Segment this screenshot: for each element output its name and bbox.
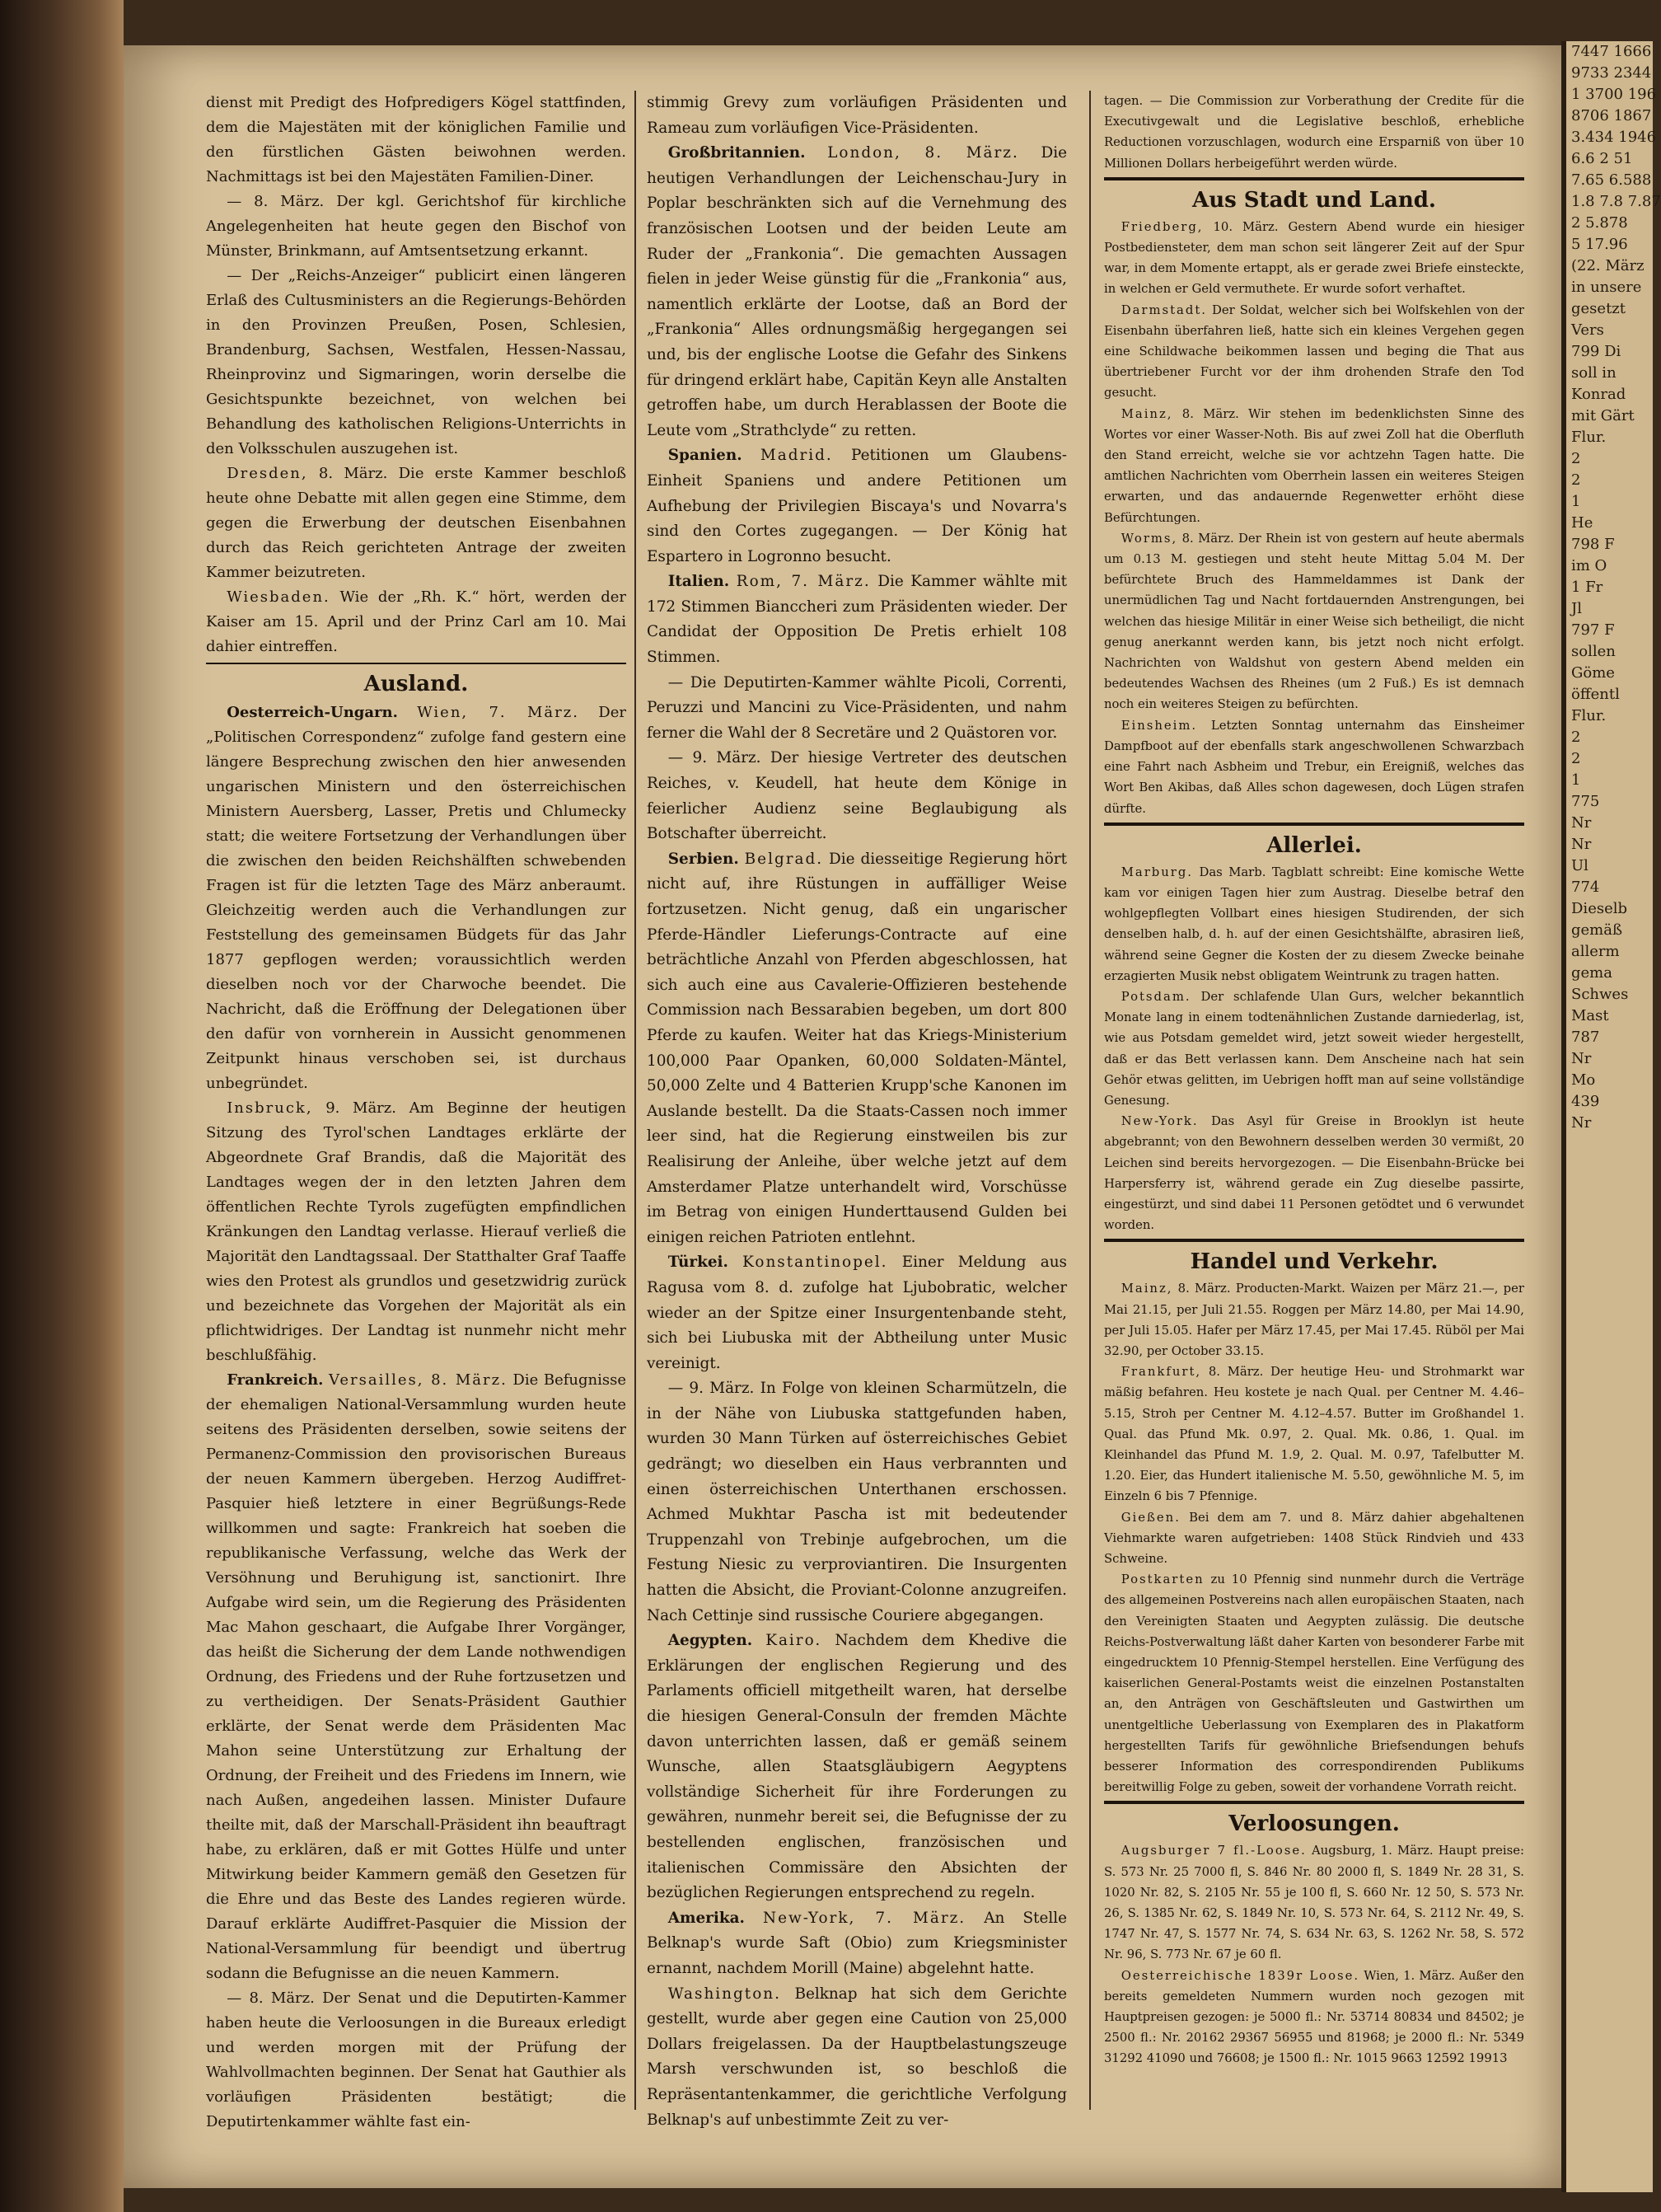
article-text: Letzten Sonntag unternahm das Einsheimer Dampfboot auf der ebenfalls stark angeschwollenen Schwarzbach eine Fahrt nach Asbheim und Trebur, ein Ereigniß, welches das Wort Ben Akibas, daß Alles schon dagewesen, doch Lügen strafen dürfte. xyxy=(1104,718,1524,816)
facing-page-fragment: Nr xyxy=(1571,836,1592,853)
article-paragraph xyxy=(1104,986,1524,1111)
facing-page-fragment: Dieselb xyxy=(1571,900,1628,917)
article-text: 8. März. Producten-Markt. Waizen per März 21.—, per Mai 21.15, per Juli 21.55. Roggen per März 14.80, per Mai 14.90, per Juli 15.05. Hafer per März 17.45, per Mai 17.45. Rüböl per Mai 32.90, per October 33.15. xyxy=(1104,1282,1524,1358)
article-text: Nachdem dem Khedive die Erklärungen der englischen Regierung und des Parlaments officiell mitgetheilt waren, hat derselbe die hiesigen General-Consuln der fremden Mächte davon unterrichten lassen, daß er gemäß seinem Wunsche, allen Staatsgläubigern Aegyptens vollständige Sicherheit für ihre Forderungen zu gewähren, nunmehr bereit sei, die Befugnisse der zu bestellenden englischen, französischen und italienischen Commissäre den Absichten der bezüglichen Regierungen entsprechend zu regeln. xyxy=(647,1632,1067,1902)
facing-page-fragment: allerm xyxy=(1571,943,1620,960)
column-divider xyxy=(1089,91,1091,2110)
section-rule xyxy=(1104,1801,1524,1804)
article-text: Belknap hat sich dem Gerichte gestellt, wurde aber gegen eine Caution von 25,000 Dollars freigelassen. Da der Hauptbelastungszeuge Marsh verschwunden ist, so beschloß die Repräsentantenkammer, die gerichtliche Verfolgung Belknap's auf unbestimmte Zeit zu ver- xyxy=(647,1985,1067,2129)
section-rule xyxy=(206,663,626,664)
facing-page-fragment: Nr xyxy=(1571,1114,1592,1132)
facing-page-fragment: Mast xyxy=(1571,1007,1609,1024)
article-paragraph xyxy=(647,1629,1067,1906)
article-paragraph: — Der „Reichs-Anzeiger“ publicirt einen längeren Erlaß des Cultusministers an die Regierungs-Behörden in den Provinzen Preußen, Posen, Schlesien, Brandenburg, Sachsen, Westfalen, Hessen-Nassau, Rheinprovinz und Sigmaringen, worin derselbe die Gesichtspunkte bezeichnet, von welchen bei Behandlung des katholischen Religions-Unterrichts in den Volksschulen auszugehen ist. xyxy=(206,267,626,457)
article-text: Der „Politischen Correspondenz“ zufolge fand gestern eine längere Besprechung zwischen den hier anwesenden ungarischen Ministern und den österreichischen Ministern Auersberg, Lasser, Pretis und Chlumecky statt; die weitere Fortsetzung der Verhandlungen über die zwischen den beiden Reichshälften schwebenden Fragen ist für die letzten Tage des März anberaumt. Gleichzeitig werden auch die Verhandlungen zur Feststellung des gemeinsamen Büdgets für das Jahr 1877 gepflogen werden; voraussichtlich werden dieselben noch vor der Charwoche beendet. Die Nachricht, daß die Eröffnung der Delegationen über den dafür von vornherein in Aussicht genommenen Zeitpunkt hinaus verschoben sei, ist durchaus unbegründet. xyxy=(206,704,626,1092)
facing-page-fragment: 2 xyxy=(1571,750,1581,767)
facing-page-fragment: 797 F xyxy=(1571,621,1615,639)
facing-page-fragment: Schwes xyxy=(1571,986,1629,1003)
dateline-place: Potsdam. xyxy=(1121,989,1191,1004)
dateline-place: Frankfurt, xyxy=(1121,1365,1202,1380)
article-paragraph xyxy=(1104,404,1524,528)
facing-page-fragment: 439 xyxy=(1571,1093,1600,1110)
facing-page-fragment: Jl xyxy=(1571,600,1582,617)
dateline-place: Oesterreichische 1839r Loose. xyxy=(1121,1968,1360,1983)
article-text: Die Befugnisse der ehemaligen National-Versammlung wurden heute seitens des Präsidenten derselben, sowie seitens der Permanenz-Commission den provisorischen Bureaus der neuen Kammern übergeben. Herzog Audiffret-Pasquier hieß letztere in einer Begrüßungs-Rede willkommen und sagte: Frankreich hat soeben die republikanische Verfassung, welche das Werk der Versöhnung und Beruhigung ist, sanctionirt. Ihre Aufgabe wird sein, um die Regierung des Präsidenten Mac Mahon geschaart, die Aufgabe Ihrer Vorgänger, das heißt die Sicherung der dem Lande nothwendigen Ordnung, des Friedens und der Ruhe fortzusetzen und zu vertheidigen. Der Senats-Präsident Gauthier erklärte, der Senat werde dem Präsidenten Mac Mahon seine Unterstützung zur Erhaltung der Ordnung, der Freiheit und des Friedens im Innern, wie nach Außen, angedeihen lassen. Minister Dufaure theilte mit, daß der Marschall-Präsident ihn beauftragt habe, zu erklären, daß er mit Gottes Hülfe und unter Mitwirkung beider Kammern gemäß den Gesetzen für die Ehre und das Beste des Landes regieren würde. Darauf erklärte Audiffret-Pasquier die Mission der National-Versammlung für beendigt und übertrug sodann die Befugnisse an die neuen Kammern. xyxy=(206,1371,626,1982)
country-heading: Serbien. xyxy=(667,850,739,868)
dateline-place: Washington. xyxy=(667,1985,781,2003)
article-paragraph: tagen. — Die Commission zur Vorberathung der Credite für die Executivgewalt und die Legislative beschloß, erhebliche Reductionen vorzuschlagen, wodurch eine Ersparniß von über 10 Millionen Dollars herbeigeführt werden würde. xyxy=(1104,94,1524,171)
facing-page-fragment: 787 xyxy=(1571,1029,1600,1046)
article-text: 8. März. Der heutige Heu- und Strohmarkt war mäßig befahren. Heu kostete je nach Qual. per Centner M. 4.46–5.15, Stroh per Centner M. 4.12–4.57. Butter im Großhandel 1. Qual. das Pfund Mk. 0.97, 2. Qual. Mk. 0.86, 1. Qual. im Kleinhandel das Pfund M. 1.9, 2. Qual. M. 0.97, Tafelbutter M. 1.20. Eier, das Hundert italienische M. 5.50, gewöhnliche M. 5, im Einzeln 6 bis 7 Pfennige. xyxy=(1104,1365,1524,1504)
facing-page-fragment: 2 xyxy=(1571,729,1581,746)
article-paragraph xyxy=(647,1982,1067,2134)
section-rule xyxy=(1104,1239,1524,1242)
article-text: 10. März. Gestern Abend wurde ein hiesiger Postbediensteter, dem man schon seit längerer Zeit auf der Spur war, in dem Momente ertappt, als er gerade zwei Briefe einsteckte, in welchen er Geld vermuthete. Er wurde sofort verhaftet. xyxy=(1104,219,1524,297)
facing-page-fragment: 1 xyxy=(1571,771,1581,789)
article-paragraph xyxy=(1104,1361,1524,1507)
facing-page-fragment: (22. März xyxy=(1571,257,1645,274)
facing-page-fragment: gesetzt xyxy=(1571,300,1626,317)
article-text: Der schlafende Ulan Gurs, welcher bekanntlich Monate lang in einem todtenähnlichen Zustande darniederlag, ist, wie aus Potsdam gemeldet wird, jetzt soweit wieder hergestellt, daß er das Bett verlassen kann. Dem Anscheine nach hat sein Gehör etwas gelitten, im Uebrigen hofft man auf seine vollständige Genesung. xyxy=(1104,989,1524,1108)
article-text: 9. März. Am Beginne der heutigen Sitzung des Tyrol'schen Landtages erklärte der Abgeordnete Graf Brandis, daß die Majorität des Landtages wegen der in den letzten Jahren dem öffentlichen Rechte Tyrols zugefügten empfindlichen Kränkungen den Landtag verlasse. Hierauf verließ die Majorität den Landtagssaal. Der Statthalter Graf Taaffe wies den Protest als grundlos und gesetzwidrig zurück und bezeichnete das Vorgehen der Majorität als ein pflichtwidriges. Der Landtag ist nunmehr nicht mehr beschlußfähig. xyxy=(206,1099,626,1364)
article-paragraph: stimmig Grevy zum vorläufigen Präsidenten und Rameau zum vorläufigen Vice-Präsidenten. xyxy=(647,94,1067,137)
dateline-place: Postkarten xyxy=(1121,1572,1205,1587)
section-heading: Verloosungen. xyxy=(1228,1811,1400,1837)
article-text: Petitionen um Glaubens-Einheit Spaniens und andere Petitionen um Aufhebung der Privilegien Biscaya's und Novarra's sind den Cortes zugegangen. — Der König hat Espartero in Logronno besucht. xyxy=(647,447,1067,565)
facing-page-fragment: Flur. xyxy=(1571,429,1607,446)
facing-page-fragment: öffentl xyxy=(1571,686,1620,703)
facing-page-fragment: 799 Di xyxy=(1571,343,1621,360)
country-heading: Türkei. xyxy=(667,1254,728,1272)
facing-page-fragment: mit Gärt xyxy=(1571,407,1635,424)
dateline-place: Darmstadt. xyxy=(1121,302,1207,317)
section-heading: Allerlei. xyxy=(1266,832,1362,858)
facing-page-fragment: 774 xyxy=(1571,879,1600,896)
article-text: zu 10 Pfennig sind nunmehr durch die Verträge des allgemeinen Postvereins nach allen europäischen Staaten, nach den Vereinigten Staaten und Aegypten zulässig. Die deutsche Reichs-Postverwaltung läßt daher Karten von besonderer Farbe mit eingedrucktem 10 Pfennig-Stempel herstellen. Eine Verfügung des kaiserlichen General-Postamts weist die einzelnen Postanstalten an, den Anträgen von Geschäftsleuten und Gastwirthen um unentgeltliche Ueberlassung von Exemplaren des in Plakatform hergestellten Tarifs für gewöhnliche Briefsendungen behufs besserer Information des correspondirenden Publikums bereitwillig Folge zu geben, soweit der vorhandene Vorrath reicht. xyxy=(1104,1572,1524,1795)
facing-page-fragment: 1 3700 196 xyxy=(1571,86,1657,103)
facing-page-fragment: 5 17.96 xyxy=(1571,236,1628,253)
facing-page-fragment: 8706 1867 xyxy=(1571,107,1652,124)
article-paragraph: dienst mit Predigt des Hofpredigers Kögel stattfinden, dem die Majestäten mit der königlichen Familie und den fürstlichen Gästen beiwohnen werden. Nachmittags ist bei den Majestäten Familien-Diner. xyxy=(206,94,626,185)
article-paragraph xyxy=(647,569,1067,670)
article-paragraph xyxy=(206,1096,626,1368)
article-text: Die diesseitige Regierung hört nicht auf, ihre Rüstungen in auffälliger Weise fortzusetzen. Nicht genug, daß ein ungarischer Pferde-Händler Lieferungs-Contracte auf eine beträchtliche Anzahl von Pferden abgeschlossen, hat sich auch eine aus Cavalerie-Offizieren bestehende Commission nach Bessarabien begeben, um dort 800 Pferde zu kaufen. Weiter hat das Kriegs-Ministerium 100,000 Paar Opanken, 60,000 Soldaten-Mäntel, 50,000 Zelte und 4 Batterien Krupp'sche Kanonen im Auslande bestellt. Da die Staats-Cassen noch immer leer sind, hat die Regierung einstweilen bis zur Realisirung der Anleihe, über welche jetzt auf dem Amsterdamer Platze unterhandelt wird, Vorschüsse im Betrag von einigen Hunderttausend Gulden bei einigen reichen Patrioten entlehnt. xyxy=(647,850,1067,1246)
article-text: Wien, 1. März. Außer den bereits gemeldeten Nummern wurden noch gezogen mit Hauptpreisen gezogen: je 5000 fl.: Nr. 53714 80834 und 84502; je 2500 fl.: Nr. 20162 29367 56955 und 81968; je 2000 fl.: Nr. 5349 31292 41090 und 76608; je 1500 fl.: Nr. 1015 9663 12592 19913 xyxy=(1104,1968,1524,2066)
facing-page-fragment: im O xyxy=(1571,557,1607,574)
article-text: Die Kammer wählte mit 172 Stimmen Bianccheri zum Präsidenten wieder. Der Candidat der Opposition De Pretis erhielt 108 Stimmen. xyxy=(647,573,1067,667)
dateline-place: Gießen. xyxy=(1121,1510,1181,1525)
article-paragraph xyxy=(647,443,1067,569)
dateline-place: Mainz, xyxy=(1121,1282,1173,1296)
facing-page-fragment: sollen xyxy=(1571,643,1616,660)
facing-page-fragment: Konrad xyxy=(1571,386,1626,403)
article-text: Das Marb. Tagblatt schreibt: Eine komische Wette kam vor einigen Tagen hier zum Austrag. Dieselbe betraf den wohlgepflegten Vollbart eines hiesigen Studirenden, der sich denselben halb, d. h. auf der einen Gesichtshälfte, abrasiren ließ, während seine Gegner die Kosten der zu diesem Zwecke beinahe erzagierten Musik nebst obligatem Weintrunk zu tragen hatten. xyxy=(1104,865,1524,983)
country-heading: Großbritannien. xyxy=(667,144,806,162)
facing-page-fragment: gemäß xyxy=(1571,921,1622,939)
article-paragraph xyxy=(206,462,626,585)
facing-page-fragment: 9733 2344 xyxy=(1571,64,1652,82)
facing-page-fragment: 2 5.878 xyxy=(1571,214,1628,232)
dateline-place: Madrid. xyxy=(760,447,833,465)
article-paragraph: — 8. März. Der kgl. Gerichtshof für kirchliche Angelegenheiten hat heute gegen den Bischof von Münster, Brinkmann, auf Amtsentsetzung erkannt. xyxy=(206,193,626,260)
facing-page-fragment: 798 F xyxy=(1571,536,1615,553)
dateline-place: Worms, xyxy=(1121,531,1178,546)
dateline-place: Marburg. xyxy=(1121,865,1194,879)
column-3 xyxy=(1104,91,1524,2069)
article-paragraph xyxy=(1104,1966,1524,2069)
article-paragraph xyxy=(1104,862,1524,986)
dateline-place: Einsheim. xyxy=(1121,718,1198,733)
section-rule xyxy=(1104,177,1524,180)
article-text: Augsburg, 1. März. Haupt preise: S. 573 Nr. 25 7000 fl, S. 846 Nr. 80 2000 fl, S. 1849 Nr. 28 31, S. 1020 Nr. 82, S. 2105 Nr. 55 je 100 fl, S. 660 Nr. 12 50, S. 573 Nr. 26, S. 1385 Nr. 62, S. 1849 Nr. 10, S. 573 Nr. 64, S. 2112 Nr. 49, S. 1747 Nr. 47, S. 1577 Nr. 74, S. 634 Nr. 63, S. 1262 Nr. 58, S. 572 Nr. 96, S. 773 Nr. 67 je 60 fl. xyxy=(1104,1844,1524,1962)
dateline-place: New-York. xyxy=(1121,1114,1199,1129)
country-heading: Italien. xyxy=(667,573,730,591)
article-paragraph xyxy=(1104,217,1524,300)
facing-page-fragment: Nr xyxy=(1571,1050,1592,1067)
dateline-place: Wien, 7. März. xyxy=(417,704,579,721)
article-paragraph xyxy=(1104,528,1524,715)
article-text: Das Asyl für Greise in Brooklyn ist heute abgebrannt; von den Bewohnern desselben werden 30 vermißt, 20 Leichen sind bereits hervorgezogen. — Die Eisenbahn-Brücke bei Harpersferry ist, während gerade ein Zug dieselbe passirte, eingestürzt, und sind dabei 11 Personen getödtet und 6 verwundet worden. xyxy=(1104,1114,1524,1233)
book-binding xyxy=(0,0,124,2212)
article-text: Wie der „Rh. K.“ hört, werden der Kaiser am 15. April und der Prinz Carl am 10. Mai dahier eintreffen. xyxy=(206,588,626,655)
facing-page-fragment: soll in xyxy=(1571,364,1617,382)
facing-page-fragment: 2 xyxy=(1571,471,1581,489)
article-paragraph: — Die Deputirten-Kammer wählte Picoli, Correnti, Peruzzi und Mancini zu Vice-Präsidenten, und nahm ferner die Wahl der 8 Secretäre und 2 Quästoren vor. xyxy=(647,673,1067,742)
facing-page-fragment: 6.6 2 51 xyxy=(1571,150,1633,167)
dateline-place: Kairo. xyxy=(765,1632,822,1650)
article-paragraph xyxy=(1104,1507,1524,1570)
dateline-place: Rom, 7. März. xyxy=(736,573,871,591)
dateline-place: Konstantinopel. xyxy=(742,1254,888,1272)
facing-page-fragment: Nr xyxy=(1571,814,1592,832)
facing-page-fragment: Vers xyxy=(1571,321,1604,339)
article-paragraph xyxy=(206,701,626,1096)
section-heading: Handel und Verkehr. xyxy=(1190,1249,1439,1275)
facing-page-fragment: in unsere xyxy=(1571,279,1642,296)
country-heading: Amerika. xyxy=(667,1909,745,1927)
article-text: Bei dem am 7. und 8. März dahier abgehaltenen Viehmarkte waren aufgetrieben: 1408 Stück Rindvieh und 433 Schweine. xyxy=(1104,1510,1524,1566)
dateline-place: Augsburger 7 fl.-Loose. xyxy=(1121,1844,1307,1858)
dateline-place: Dresden, xyxy=(227,465,308,482)
facing-page-fragment: Ul xyxy=(1571,857,1588,874)
dateline-place: Insbruck, xyxy=(227,1099,313,1117)
section-heading: Aus Stadt und Land. xyxy=(1192,187,1436,213)
facing-page-fragment: Göme xyxy=(1571,664,1615,682)
section-heading: Ausland. xyxy=(363,672,469,696)
dateline-place: Friedberg, xyxy=(1121,219,1204,234)
article-paragraph xyxy=(1104,1278,1524,1361)
article-paragraph xyxy=(1104,1840,1524,1965)
dateline-place: New-York, 7. März. xyxy=(763,1909,966,1927)
dateline-place: London, 8. März. xyxy=(827,144,1019,162)
facing-page-fragment: 1 xyxy=(1571,493,1581,510)
article-text: 8. März. Die erste Kammer beschloß heute ohne Debatte mit allen gegen eine Stimme, dem gegen die Erwerbung der deutschen Eisenbahnen durch das Reich gerichteten Antrage der zweiten Kammer beizutreten. xyxy=(206,465,626,581)
country-heading: Spanien. xyxy=(667,447,742,465)
facing-page-edge xyxy=(1561,41,1661,2192)
article-paragraph xyxy=(1104,715,1524,819)
article-paragraph xyxy=(1104,1111,1524,1235)
article-paragraph xyxy=(647,1250,1067,1376)
dateline-place: Wiesbaden. xyxy=(227,588,330,606)
article-paragraph xyxy=(1104,300,1524,404)
facing-page-fragment: 775 xyxy=(1571,793,1600,810)
facing-page-fragment: 3.434 1946 xyxy=(1571,129,1657,146)
article-paragraph xyxy=(647,847,1067,1251)
country-heading: Aegypten. xyxy=(667,1632,753,1650)
article-text: Einer Meldung aus Ragusa vom 8. d. zufolge hat Ljubobratic, welcher wieder an der Spitze einer Insurgentenbande steht, sich bei Liubuska mit der Abtheilung unter Music vereinigt. xyxy=(647,1254,1067,1372)
facing-page-fragment: 1 Fr xyxy=(1571,579,1603,596)
article-paragraph xyxy=(1104,1569,1524,1797)
article-paragraph xyxy=(206,585,626,659)
article-paragraph: — 8. März. Der Senat und die Deputirten-Kammer haben heute die Verloosungen in die Bureaux erledigt und werden morgen mit der Prüfung der Wahlvollmachten beginnen. Der Senat hat Gauthier als vorläufigen Präsidenten bestätigt; die Deputirtenkammer wählte fast ein- xyxy=(206,1989,626,2130)
facing-page-fragment: gema xyxy=(1571,964,1612,982)
article-paragraph xyxy=(647,1906,1067,1982)
article-paragraph: — 9. März. Der hiesige Vertreter des deutschen Reiches, v. Keudell, hat heute dem Könige in feierlicher Audienz seine Beglaubigung als Botschafter überreicht. xyxy=(647,749,1067,843)
dateline-place: Belgrad. xyxy=(744,850,824,868)
dateline-place: Versailles, 8. März. xyxy=(329,1371,508,1389)
facing-page-fragment: 7447 1666 xyxy=(1571,43,1652,60)
article-text: Die heutigen Verhandlungen der Leichenschau-Jury in Poplar beschränkten sich auf die Vernehmung des französischen Lootsen und der beiden Leute am Ruder der „Frankonia“. Die gemachten Aussagen fielen in jeder Weise günstig für die „Frankonia“ aus, namentlich erklärte der Lootse, daß an Bord der „Frankonia“ Alles ordnungsmäßig hergegangen sei und, bis der englische Lootse die Gefahr des Sinkens für dringend erklärt habe, Capitän Keyn alle Anstalten getroffen habe, um durch Herablassen der Boote die Leute vom „Strathclyde“ zu retten. xyxy=(647,144,1067,439)
section-rule xyxy=(1104,822,1524,826)
facing-page-fragment: 2 xyxy=(1571,450,1581,467)
article-text: An Stelle Belknap's wurde Saft (Obio) zum Kriegsminister ernannt, nachdem Morill (Maine) abgelehnt hatte. xyxy=(647,1909,1067,1977)
article-text: 8. März. Der Rhein ist von gestern auf heute abermals um 0.13 M. gestiegen und steht heute Mittag 5.04 M. Der befürchtete Bruch des Hammeldammes ist Dank der unermüdlichen Tag und Nacht fortdauernden Anstrengungen, bei welchen das hiesige Militär in einer Weise sich betheiligt, die nicht genug anerkannt werden kann, bis jetzt noch nicht erfolgt. Nachrichten von Waldshut von gestern Abend melden ein bedeutendes Wachsen des Rheines (um 2 Fuß.) Es ist demnach noch ein weiteres Steigen zu befürchten. xyxy=(1104,531,1524,712)
article-paragraph xyxy=(647,141,1067,443)
facing-page-fragment: He xyxy=(1571,514,1593,532)
facing-page-fragment: Flur. xyxy=(1571,707,1607,724)
article-paragraph: — 9. März. In Folge von kleinen Scharmützeln, die in der Nähe von Liubuska stattgefunden haben, wurden 30 Mann Türken auf österreichisches Gebiet gedrängt; wo dieselben ein Haus verbrannten und einen österreichischen Unterthanen erschossen. Achmed Mukhtar Pascha ist mit bedeutender Truppenzahl von Trebinje aufgebrochen, um die Festung Niesic zu verproviantiren. Die Insurgenten hatten die Absicht, die Proviant-Colonne anzugreifen. Nach Cettinje sind russische Couriere abgegangen. xyxy=(647,1380,1067,1624)
country-heading: Frankreich. xyxy=(227,1371,324,1389)
facing-page-fragment: 1.8 7.8 7.87 xyxy=(1571,193,1661,210)
column-2 xyxy=(647,91,1067,2133)
article-paragraph xyxy=(206,1368,626,1986)
column-1 xyxy=(206,91,626,2135)
dateline-place: Mainz, xyxy=(1121,406,1173,421)
article-text: 8. März. Wir stehen im bedenklichsten Sinne des Wortes vor einer Wasser-Noth. Bis auf zwei Zoll hat die Oberfluth den Stand erreicht, welche sie vor achtzehn Tagen hatte. Die amtlichen Nachrichten vom Oberrhein lassen ein weiteres Steigen erwarten, und das andauernde Regenwetter erhöht diese Befürchtungen. xyxy=(1104,406,1524,525)
country-heading: Oesterreich-Ungarn. xyxy=(227,704,398,721)
facing-page-fragment: 7.65 6.588 xyxy=(1571,171,1652,189)
facing-page-fragment: Mo xyxy=(1571,1071,1596,1089)
article-text: Der Soldat, welcher sich bei Wolfskehlen von der Eisenbahn überfahren ließ, hatte sich ein kleines Vergehen gegen eine Schildwache beikommen lassen und beging die That aus übertriebener Furcht vor der ihm drohenden Strafe den Tod gesucht. xyxy=(1104,302,1524,401)
column-divider xyxy=(634,91,636,2110)
